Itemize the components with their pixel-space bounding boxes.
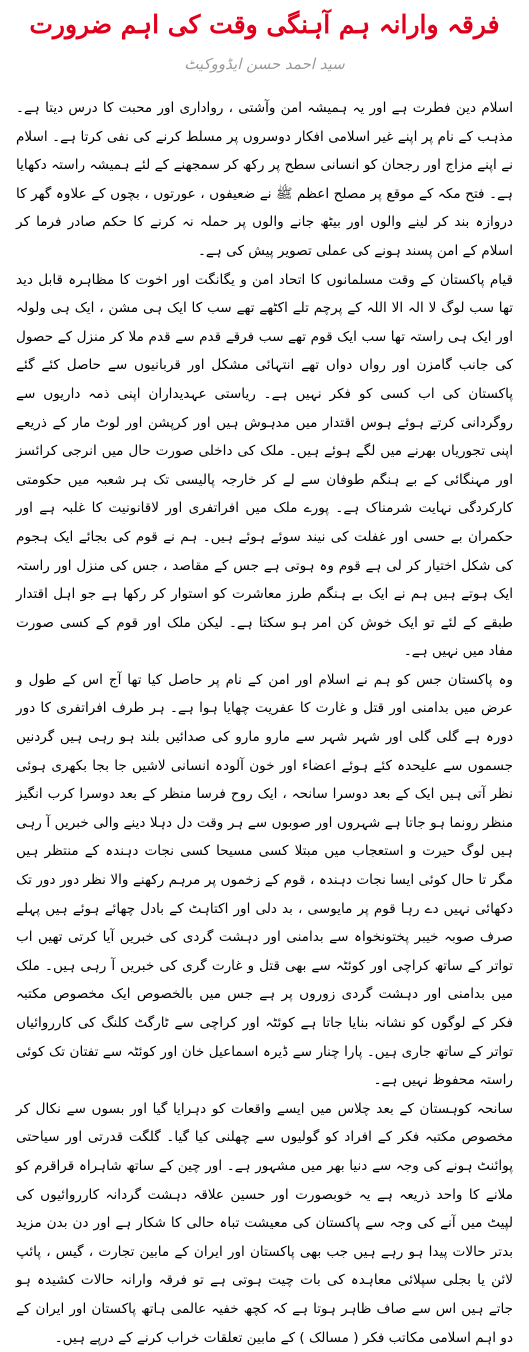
article-title: فرقہ وارانہ ہم آہنگی وقت کی اہم ضرورت	[29, 10, 500, 39]
paragraph-1: اسلام دین فطرت ہے اور یہ ہمیشہ امن وآشتی ، رواداری اور محبت کا درس دیتا ہے۔ مذہب کے نام پر اپنے غیر اسلامی افکار دوسروں پر مسلط کرنے کی نفی کرتا ہے۔ اسلام نے اپنے مزاج اور رجحان کو انسانی سطح پر رکھ کر سمجھنے کے لئے ہمیشہ راستہ دکھایا ہے۔ فتح مکہ کے موقع پر مصلح اعظم ﷺ نے ضعیفوں ، عورتوں ، بچوں کے علاوہ گھر کا دروازہ بند کر لینے والوں اور بیٹھ جانے والوں پر حملہ نہ کرنے کا حکم صادر فرما کر اسلام کے امن پسند ہونے کی عملی تصویر پیش کی ہے۔	[16, 100, 513, 259]
paragraph-2: قیام پاکستان کے وقت مسلمانوں کا اتحاد امن و یگانگت اور اخوت کا مظاہرہ قابل دید تھا سب لوگ لا الہ الا اللہ کے پرچم تلے اکٹھے تھے سب کا ایک ہی مشن ، ایک ہی ولولہ اور ایک ہی راستہ تھا سب ایک قوم تھے سب فرقے قدم سے قدم ملا کر منزل کے حصول کی جانب گامزن اور رواں دواں تھے انتہائی مشکل اور قربانیوں سے حاصل کئے گئے پاکستان کی اب کسی کو فکر نہیں ہے۔ ریاستی عہدیداران اپنی ذمہ داریوں سے روگردانی کرتے ہوئے ہوس اقتدار میں مدہوش ہیں اور کرپشن اور لوٹ مار کے ذریعے اپنی تجوریاں بھرنے میں لگے ہوئے ہیں۔ ملک کی داخلی صورت حال میں انرجی کرائسز اور مہنگائی کے بے ہنگم طوفان سے لے کر خارجہ پالیسی تک ہر شعبہ میں حکومتی کارکردگی نہایت شرمناک ہے۔ پورے ملک میں افراتفری اور لاقانونیت کا غلبہ ہے اور حکمران بے حسی اور غفلت کی نیند سوئے ہوئے ہیں۔ ہم نے قوم کی بجائے ایک ہجوم کی شکل اختیار کر لی ہے قوم وہ ہوتی ہے جس کے مقاصد ، جس کی منزل اور راستہ ایک ہوتے ہیں ہم نے ایک بے ہنگم طرز معاشرت کو استوار کر رکھا ہے جو اہل اقتدار طبقے کے لئے تو ایک خوش کن امر ہو سکتا ہے۔ لیکن ملک اور قوم کے کسی صورت مفاد میں نہیں ہے۔	[16, 271, 513, 660]
paragraph-4: سانحہ کوہستان کے بعد چلاس میں ایسے واقعات کو دہرایا گیا اور بسوں سے نکال کر مخصوص مکتبہ فکر کے افراد کو گولیوں سے چھلنی کیا گیا۔ گلگت قدرتی اور سیاحتی پوائنٹ ہونے کی وجہ سے دنیا بھر میں مشہور ہے۔ اور چین کے ساتھ شاہراہ قراقرم کو ملانے کا واحد ذریعہ ہے یہ خوبصورت اور حسین علاقہ دہشت گردانہ کارروائیوں کی لپیٹ میں آنے کی وجہ سے پاکستان کی معیشت تباہ حالی کا شکار ہے اور دن بدن مزید بدتر حالات پیدا ہو رہے ہیں جب بھی پاکستان اور ایران کے مابین تجارت ، گیس ، پائپ لائن یا بجلی سپلائی معاہدہ کی بات چیت ہوتی ہے تو فرقہ وارانہ حالات کشیدہ ہو جاتے ہیں اس سے صاف ظاہر ہوتا ہے کہ کچھ خفیہ عالمی ہاتھ پاکستان اور ایران کے دو اہم اسلامی مکاتب فکر ( مسالک ) کے مابین تعلقات خراب کرنے کے درپے ہیں۔	[16, 1100, 513, 1346]
article-body	[16, 94, 513, 1352]
paragraph-3: وہ پاکستان جس کو ہم نے اسلام اور امن کے نام پر حاصل کیا تھا آج اس کے طول و عرض میں بدامنی اور قتل و غارت کا عفریت چھایا ہوا ہے۔ ہر طرف افراتفری کا دور دورہ ہے گلی گلی اور شہر شہر سے مارو مارو کی صدائیں بلند ہو رہی ہیں گردنیں جسموں سے علیحدہ کئے ہوئے اعضاء اور خون آلودہ انسانی لاشیں جا بجا بکھری ہوئی نظر آتی ہیں ایک کے بعد دوسرا سانحہ ، ایک روح فرسا منظر کے بعد دوسرا کرب انگیز منظر رونما ہو جاتا ہے شہروں اور صوبوں سے ہر وقت دل دہلا دینے والی خبریں آ رہی ہیں لوگ حیرت و استعجاب میں مبتلا کسی مسیحا کسی نجات دہندہ کے منتظر ہیں مگر تا حال کوئی ایسا نجات دہندہ ، قوم کے زخموں پر مرہم رکھنے والا نظر دور دور تک دکھائی نہیں دے رہا قوم پر مایوسی ، بد دلی اور اکتاہٹ کے بادل چھائے ہوئے ہیں پہلے صرف صوبہ خیبر پختونخواہ سے بدامنی اور دہشت گردی کی خبریں آیا کرتی تھیں اب تواتر کے ساتھ کراچی اور کوئٹہ سے بھی قتل و غارت گری کی خبریں آ رہی ہیں۔ ملک میں بدامنی اور دہشت گردی زوروں پر ہے جس میں بالخصوص ایک مخصوص مکتبہ فکر کے لوگوں کو نشانہ بنایا جاتا ہے کوئٹہ اور کراچی سے ٹارگٹ کلنگ کی کارروائیاں تواتر کے ساتھ جاری ہیں۔ پارا چنار سے ڈیرہ اسماعیل خان اور کوئٹہ سے تفتان تک کوئی راستہ محفوظ نہیں ہے۔	[16, 671, 513, 1089]
article-byline: سید احمد حسن ایڈووکیٹ	[184, 55, 345, 73]
